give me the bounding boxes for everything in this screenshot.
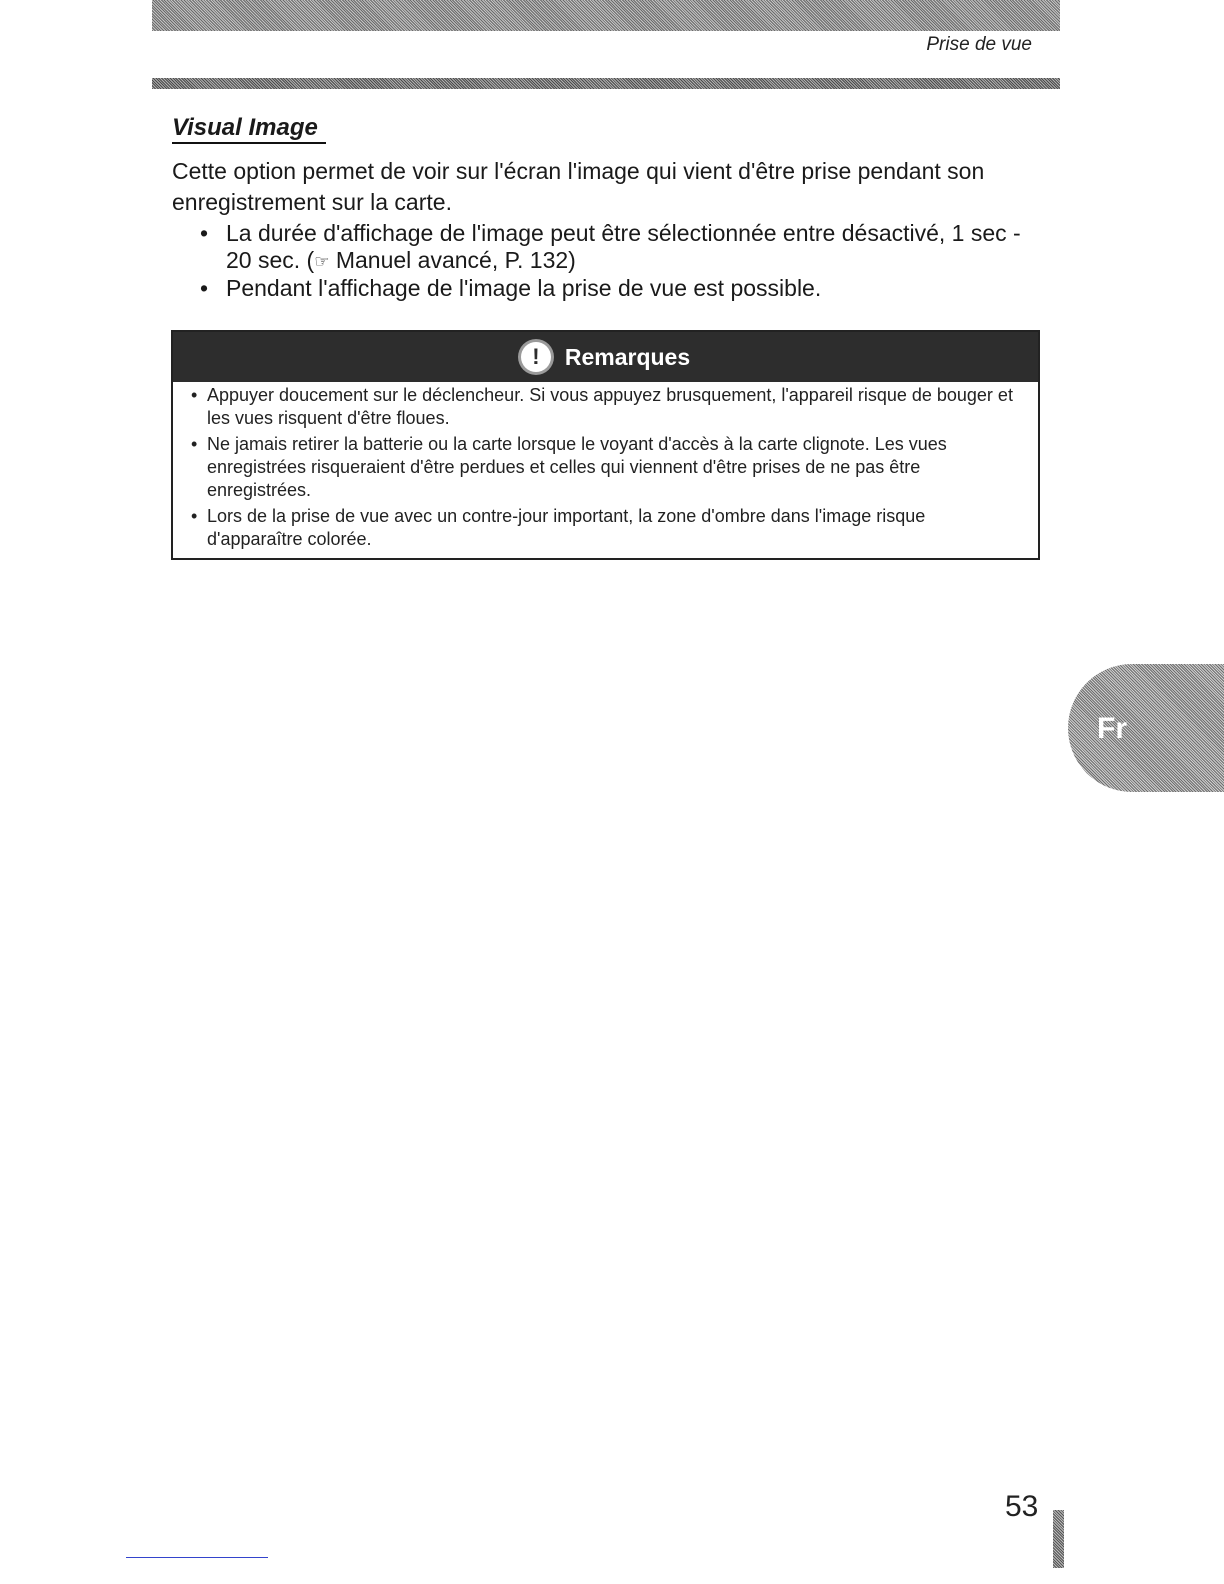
language-tab-label: Fr <box>1097 712 1127 745</box>
page-edge-marker <box>1053 1510 1064 1568</box>
remark-item: • Appuyer doucement sur le déclencheur. Si vous appuyez brusquement, l'appareil risque de bouger et les vues risquent d'être floues. <box>207 384 1022 430</box>
remarks-box <box>171 330 1040 560</box>
footer-rule <box>126 1557 268 1558</box>
top-decorative-bar <box>152 0 1060 31</box>
remark-item: • Ne jamais retirer la batterie ou la carte lorsque le voyant d'accès à la carte clignote. Les vues enregistrées risqueraient d'être perdues et celles qui viennent d'être prises de ne pas être enregistrées. <box>207 433 1022 502</box>
manual-reference-text: Manuel avancé, P. 132) <box>329 247 576 273</box>
intro-paragraph: Cette option permet de voir sur l'écran l'image qui vient d'être prise pendant son enregistrement sur la carte. <box>172 158 985 215</box>
remarks-list <box>173 382 1038 551</box>
running-header-title: Prise de vue <box>926 34 1032 55</box>
bullet-text: Pendant l'affichage de l'image la prise de vue est possible. <box>226 275 822 301</box>
section-heading: Visual Image <box>172 114 326 144</box>
remarks-title: Remarques <box>564 343 691 370</box>
manual-reference-icon: ☞ <box>314 252 330 271</box>
feature-bullet-list <box>196 220 1046 302</box>
bullet-text: La durée d'affichage de l'image peut être sélectionnée entre désactivé, 1 sec - 20 sec. ( <box>226 220 1021 273</box>
header-rule <box>152 78 1060 89</box>
language-tab <box>1068 664 1224 792</box>
bullet-item-display-duration <box>196 220 1046 275</box>
page-number: 53 <box>1005 1490 1039 1523</box>
bullet-item-shooting-possible <box>196 275 1046 302</box>
remark-item: • Lors de la prise de vue avec un contre-jour important, la zone d'ombre dans l'image risque d'apparaître colorée. <box>207 505 1022 551</box>
exclamation-warning-icon: ! <box>521 342 551 372</box>
remarks-header <box>173 332 1038 382</box>
